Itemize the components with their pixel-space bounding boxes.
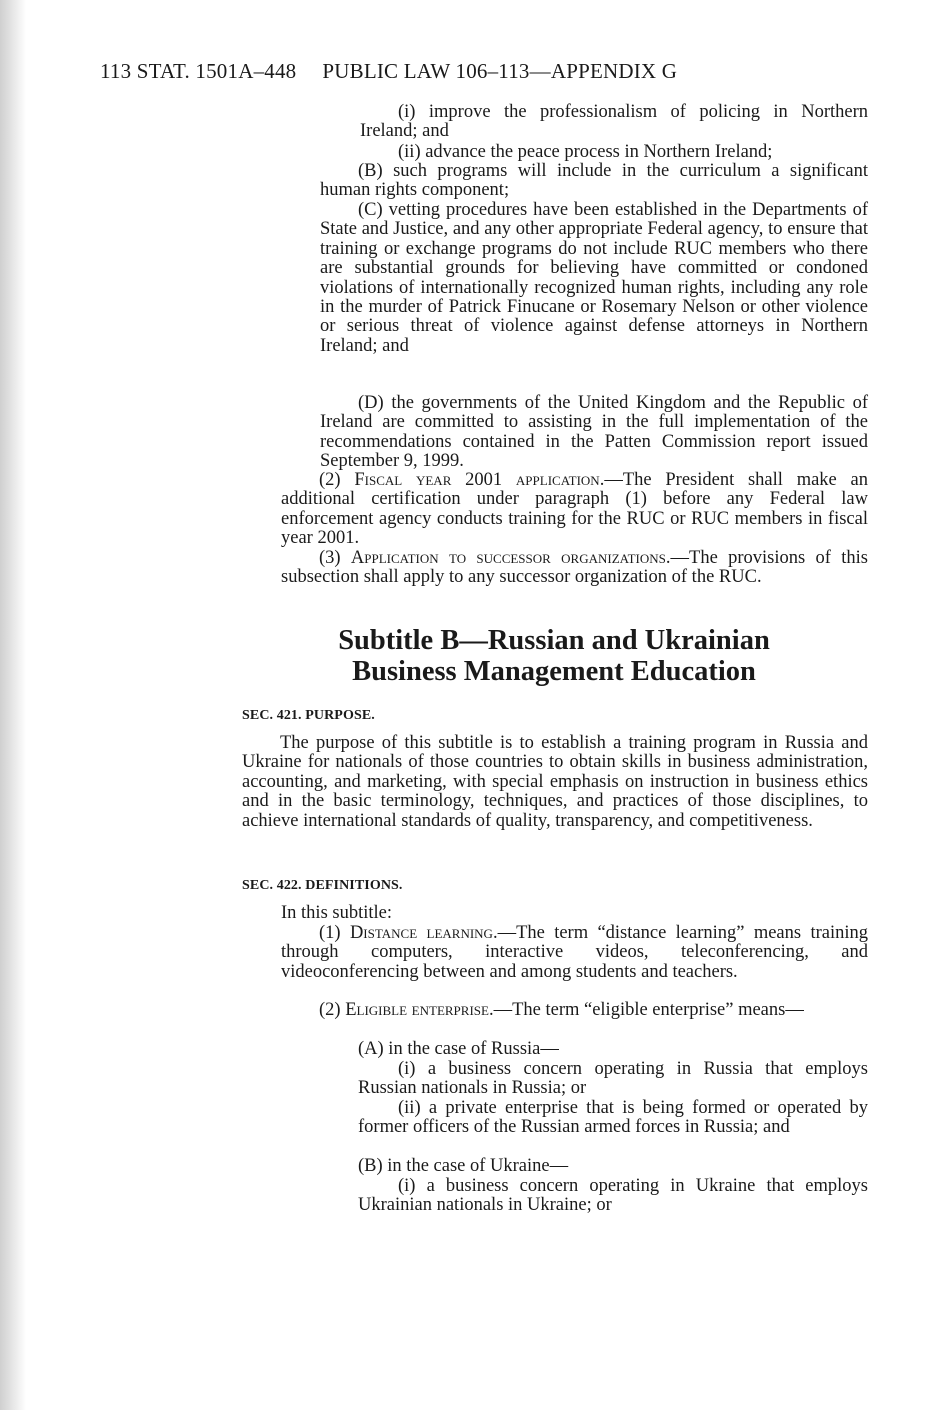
paragraph-2-number: (2) xyxy=(319,470,355,490)
definition-1-text: —The term “distance learning” means training through computers, interactive videos, teleconferencing, and videoconferencing between and among students and teachers. xyxy=(281,923,868,982)
clause-a-ii-private-enterprise: (ii) a private enterprise that is being formed or operated by former officers of the Russian armed forces in Russia; and xyxy=(358,1098,868,1138)
paragraph-2-fiscal-year xyxy=(281,471,868,549)
paragraph-2-text: —The President shall make an additional certification under paragraph (1) before any Federal law enforcement agency conducts training for the RUC or RUC members in fiscal year 2001. xyxy=(281,470,868,549)
paragraph-3-heading: Application to successor organizations. xyxy=(350,548,671,568)
paragraph-3-successor xyxy=(281,549,868,588)
clause-i-improve: (i) improve the professionalism of policing in Northern Ireland; and xyxy=(360,102,868,142)
paragraph-3-number: (3) xyxy=(319,548,351,568)
subtitle-line-1: Subtitle B—Russian and Ukrainian xyxy=(338,625,770,656)
clause-b-i-business-concern: (i) a business concern operating in Ukraine that employs Ukrainian nationals in Ukraine; or xyxy=(358,1176,868,1216)
definition-distance-learning xyxy=(281,924,868,982)
page-edge-shadow xyxy=(0,0,26,1410)
subparagraph-c: (C) vetting procedures have been established in the Departments of State and Justice, and any other appropriate Federal agency, to ensure that training or exchange programs do not include RUC members who there are substantial grounds for believing have committed or condoned violations of internationally recognized human rights, including any role in the murder of Patrick Finucane or Rosemary Nelson or other violence or serious threat of violence against defense attorneys in Northern Ireland; and xyxy=(320,200,868,356)
subtitle-heading xyxy=(240,625,868,687)
definition-2-text: —The term “eligible enterprise” means— xyxy=(493,1000,804,1020)
running-header xyxy=(100,59,677,84)
law-title: PUBLIC LAW 106–113—APPENDIX G xyxy=(322,59,678,83)
section-421-heading: SEC. 421. PURPOSE. xyxy=(242,708,375,723)
definition-1-heading: Distance learning. xyxy=(349,923,498,943)
subparagraph-d: (D) the governments of the United Kingdom and the Republic of Ireland are committed to assisting in the full implementation of the recommendations contained in the Patten Commission report issued September 9, 1999. xyxy=(320,393,868,472)
definition-eligible-enterprise xyxy=(281,1001,868,1020)
subtitle-line-2: Business Management Education xyxy=(352,656,756,687)
section-422-intro: In this subtitle: xyxy=(281,903,392,923)
definition-2-number: (2) xyxy=(319,1000,346,1020)
clause-ii-advance: (ii) advance the peace process in Northern Ireland; xyxy=(398,142,773,162)
paragraph-2-heading: Fiscal year 2001 application. xyxy=(354,470,605,490)
definition-1-number: (1) xyxy=(319,923,350,943)
subparagraph-a-russia: (A) in the case of Russia— xyxy=(358,1039,559,1059)
subparagraph-b: (B) such programs will include in the curriculum a significant human rights component; xyxy=(320,161,868,201)
definition-2-heading: Eligible enterprise. xyxy=(345,1000,494,1020)
section-422-heading: SEC. 422. DEFINITIONS. xyxy=(242,878,403,893)
paragraph-3-text: —The provisions of this subsection shall apply to any successor organization of the RUC. xyxy=(281,548,868,588)
clause-a-i-business-concern: (i) a business concern operating in Russia that employs Russian nationals in Russia; or xyxy=(358,1059,868,1099)
subparagraph-b-ukraine: (B) in the case of Ukraine— xyxy=(358,1156,569,1176)
section-421-text: The purpose of this subtitle is to establish a training program in Russia and Ukraine for nationals of those countries to obtain skills in business administration, accounting, and marketing, with special emphasis on instruction in business ethics and in the basic terminology, techniques, and practices of those disciplines, to achieve international standards of quality, transparency, and competitiveness. xyxy=(242,733,868,831)
stat-citation: 113 STAT. 1501A–448 xyxy=(100,59,297,83)
